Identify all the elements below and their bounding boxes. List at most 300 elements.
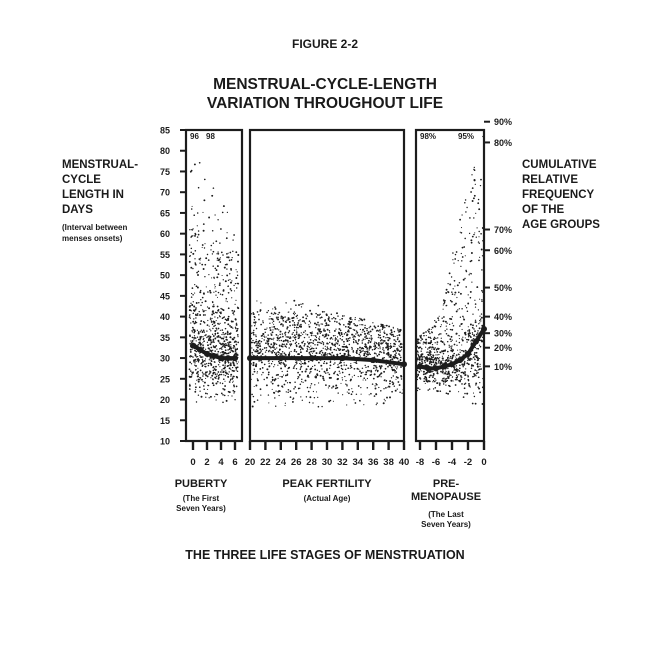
- scatter-point: [358, 339, 360, 341]
- scatter-point: [334, 362, 335, 363]
- y-tick-label: 75: [159, 166, 170, 177]
- scatter-point: [333, 364, 334, 365]
- scatter-point: [227, 232, 228, 233]
- scatter-point: [221, 369, 222, 370]
- scatter-point: [228, 280, 229, 281]
- scatter-point: [372, 383, 374, 385]
- scatter-point: [355, 317, 356, 318]
- scatter-point: [215, 333, 217, 335]
- scatter-point: [391, 346, 392, 347]
- scatter-point: [291, 317, 293, 319]
- scatter-point: [438, 354, 439, 355]
- scatter-point: [209, 335, 210, 336]
- scatter-point: [299, 363, 300, 364]
- scatter-point: [364, 339, 365, 340]
- scatter-point: [396, 377, 397, 378]
- scatter-point: [228, 253, 229, 254]
- scatter-point: [347, 367, 349, 369]
- scatter-point: [204, 314, 205, 315]
- scatter-point: [207, 254, 208, 255]
- scatter-point: [194, 391, 196, 393]
- scatter-point: [209, 397, 210, 398]
- scatter-point: [190, 252, 192, 254]
- scatter-point: [237, 342, 239, 344]
- scatter-point: [229, 381, 231, 383]
- scatter-point: [207, 320, 208, 321]
- scatter-point: [344, 333, 345, 334]
- scatter-point: [364, 327, 366, 329]
- scatter-point: [445, 349, 446, 350]
- scatter-point: [315, 375, 316, 376]
- scatter-point: [220, 352, 221, 353]
- scatter-point: [443, 383, 444, 384]
- scatter-point: [322, 334, 324, 336]
- scatter-point: [386, 344, 387, 345]
- scatter-point: [350, 365, 352, 367]
- scatter-point: [238, 361, 239, 362]
- scatter-point: [443, 303, 445, 305]
- scatter-point: [440, 326, 441, 327]
- scatter-point: [387, 339, 389, 341]
- y-tick-label: 40: [159, 312, 170, 323]
- scatter-point: [479, 322, 480, 323]
- scatter-point: [452, 259, 453, 260]
- scatter-point: [277, 328, 278, 329]
- scatter-point: [433, 356, 434, 357]
- scatter-point: [275, 308, 277, 310]
- scatter-point: [210, 347, 212, 349]
- median-point: [433, 365, 439, 371]
- scatter-point: [426, 380, 428, 382]
- scatter-point: [449, 346, 450, 347]
- scatter-point: [214, 287, 215, 288]
- scatter-point: [338, 328, 340, 330]
- scatter-point: [360, 387, 361, 388]
- scatter-point: [333, 317, 335, 319]
- scatter-point: [214, 396, 215, 397]
- scatter-point: [273, 347, 275, 349]
- scatter-point: [281, 323, 283, 325]
- scatter-point: [312, 333, 313, 334]
- scatter-point: [289, 352, 290, 353]
- scatter-point: [479, 327, 481, 329]
- scatter-point: [233, 364, 234, 365]
- scatter-point: [465, 199, 466, 200]
- scatter-point: [280, 317, 282, 319]
- scatter-point: [481, 249, 483, 251]
- scatter-point: [224, 395, 226, 397]
- scatter-point: [209, 337, 211, 339]
- scatter-point: [326, 349, 327, 350]
- scatter-point: [360, 350, 361, 351]
- scatter-point: [301, 332, 302, 333]
- scatter-point: [198, 302, 199, 303]
- scatter-point: [274, 343, 276, 345]
- scatter-point: [303, 363, 305, 365]
- scatter-point: [207, 393, 208, 394]
- scatter-point: [451, 291, 453, 293]
- scatter-point: [223, 334, 225, 336]
- scatter-point: [453, 353, 454, 354]
- scatter-point: [365, 367, 366, 368]
- scatter-point: [332, 339, 333, 340]
- scatter-point: [201, 302, 203, 304]
- scatter-point: [443, 353, 444, 354]
- scatter-point: [423, 380, 425, 382]
- scatter-point: [265, 332, 266, 333]
- scatter-point: [385, 380, 387, 382]
- scatter-point: [213, 313, 215, 315]
- scatter-point: [333, 349, 334, 350]
- scatter-point: [199, 386, 201, 388]
- scatter-point: [329, 342, 330, 343]
- scatter-point: [289, 382, 290, 383]
- scatter-point: [419, 342, 420, 343]
- scatter-point: [325, 384, 327, 386]
- scatter-point: [364, 325, 365, 326]
- scatter-point: [340, 353, 341, 354]
- scatter-point: [345, 326, 347, 328]
- scatter-point: [212, 324, 213, 325]
- scatter-point: [314, 384, 315, 385]
- scatter-point: [447, 335, 449, 337]
- scatter-point: [269, 365, 271, 367]
- scatter-point: [217, 251, 218, 252]
- scatter-point: [420, 340, 421, 341]
- scatter-point: [190, 351, 192, 353]
- scatter-point: [341, 318, 343, 320]
- scatter-point: [467, 311, 469, 313]
- scatter-point: [225, 328, 227, 330]
- scatter-point: [273, 392, 275, 394]
- scatter-point: [345, 369, 347, 371]
- scatter-point: [429, 350, 431, 352]
- scatter-point: [195, 264, 196, 265]
- scatter-point: [447, 371, 449, 373]
- scatter-point: [330, 377, 332, 379]
- scatter-point: [374, 344, 376, 346]
- scatter-point: [287, 340, 288, 341]
- scatter-point: [325, 333, 327, 335]
- scatter-point: [215, 268, 217, 270]
- scatter-point: [293, 300, 295, 302]
- scatter-point: [449, 360, 450, 361]
- scatter-point: [474, 169, 476, 171]
- scatter-point: [400, 343, 402, 345]
- scatter-point: [480, 364, 481, 365]
- scatter-point: [236, 352, 237, 353]
- scatter-point: [202, 364, 204, 366]
- scatter-point: [217, 258, 219, 260]
- scatter-point: [257, 373, 258, 374]
- scatter-point: [272, 389, 273, 390]
- scatter-point: [480, 179, 482, 181]
- scatter-point: [374, 385, 375, 386]
- scatter-point: [305, 333, 306, 334]
- scatter-point: [365, 335, 367, 337]
- scatter-point: [228, 365, 229, 366]
- scatter-point: [199, 342, 201, 344]
- scatter-point: [478, 348, 479, 349]
- scatter-point: [220, 323, 221, 324]
- scatter-point: [366, 353, 367, 354]
- scatter-point: [479, 320, 480, 321]
- scatter-point: [229, 279, 230, 280]
- scatter-point: [458, 374, 459, 375]
- scatter-point: [329, 330, 330, 331]
- scatter-point: [399, 391, 401, 393]
- scatter-point: [233, 337, 235, 339]
- scatter-point: [229, 273, 230, 274]
- scatter-point: [192, 268, 193, 269]
- scatter-point: [431, 364, 432, 365]
- scatter-point: [317, 333, 318, 334]
- scatter-point: [450, 329, 451, 330]
- scatter-point: [426, 377, 427, 378]
- x-tick-label: 4: [218, 457, 224, 468]
- scatter-point: [202, 375, 204, 377]
- scatter-point: [456, 354, 458, 356]
- scatter-point: [296, 331, 298, 333]
- scatter-point: [439, 382, 440, 383]
- y-tick-label: 35: [159, 332, 170, 343]
- scatter-point: [200, 370, 202, 372]
- scatter-point: [389, 338, 391, 340]
- scatter-point: [301, 306, 302, 307]
- scatter-point: [347, 392, 348, 393]
- y-axis-label-line: MENSTRUAL-: [62, 159, 139, 171]
- scatter-point: [283, 375, 284, 376]
- scatter-point: [335, 385, 337, 387]
- right-axis-tick-label: 80%: [494, 137, 513, 148]
- scatter-point: [365, 344, 367, 346]
- scatter-point: [223, 205, 225, 207]
- scatter-point: [440, 371, 442, 373]
- scatter-point: [301, 361, 302, 362]
- scatter-point: [449, 375, 451, 377]
- scatter-point: [225, 370, 226, 371]
- scatter-point: [302, 334, 303, 335]
- scatter-point: [290, 396, 292, 398]
- scatter-point: [202, 247, 203, 248]
- scatter-point: [317, 329, 319, 331]
- scatter-point: [294, 386, 296, 388]
- scatter-point: [299, 326, 301, 328]
- y-tick-label: 15: [159, 415, 170, 426]
- scatter-point: [457, 369, 458, 370]
- scatter-point: [393, 382, 394, 383]
- scatter-point: [351, 393, 353, 395]
- scatter-point: [383, 388, 384, 389]
- scatter-point: [348, 326, 350, 328]
- scatter-point: [440, 390, 442, 392]
- scatter-point: [423, 335, 425, 337]
- scatter-point: [277, 319, 279, 321]
- scatter-point: [277, 314, 278, 315]
- scatter-point: [432, 361, 434, 363]
- scatter-point: [266, 347, 268, 349]
- median-point: [457, 357, 463, 363]
- scatter-point: [216, 399, 217, 400]
- scatter-point: [302, 316, 304, 318]
- scatter-point: [477, 386, 479, 388]
- scatter-point: [209, 359, 210, 360]
- scatter-point: [471, 260, 473, 262]
- scatter-point: [437, 337, 438, 338]
- scatter-point: [367, 387, 369, 389]
- scatter-point: [202, 359, 203, 360]
- scatter-point: [226, 298, 228, 300]
- scatter-point: [479, 243, 480, 244]
- scatter-point: [388, 325, 390, 327]
- scatter-point: [363, 404, 364, 405]
- scatter-point: [226, 268, 227, 269]
- scatter-point: [449, 284, 451, 286]
- scatter-point: [258, 341, 259, 342]
- scatter-point: [464, 361, 466, 363]
- scatter-point: [350, 368, 351, 369]
- scatter-point: [273, 366, 274, 367]
- scatter-point: [278, 361, 280, 363]
- scatter-point: [329, 348, 331, 350]
- scatter-point: [432, 344, 433, 345]
- scatter-point: [253, 330, 254, 331]
- scatter-point: [237, 283, 239, 285]
- x-tick-label: -4: [447, 457, 457, 468]
- scatter-point: [382, 349, 383, 350]
- scatter-point: [319, 336, 320, 337]
- scatter-point: [345, 384, 346, 385]
- scatter-point: [447, 393, 449, 395]
- scatter-point: [473, 234, 474, 235]
- scatter-point: [207, 306, 208, 307]
- scatter-point: [370, 330, 372, 332]
- scatter-point: [342, 336, 343, 337]
- scatter-point: [292, 324, 293, 325]
- scatter-point: [208, 274, 209, 275]
- scatter-point: [253, 349, 254, 350]
- scatter-point: [400, 376, 402, 378]
- scatter-point: [374, 395, 376, 397]
- scatter-point: [471, 174, 472, 175]
- scatter-point: [347, 349, 349, 351]
- scatter-point: [337, 336, 338, 337]
- scatter-point: [476, 325, 477, 326]
- scatter-point: [282, 343, 284, 345]
- scatter-point: [480, 346, 482, 348]
- scatter-point: [202, 297, 204, 299]
- scatter-point: [203, 329, 205, 331]
- scatter-point: [393, 339, 395, 341]
- scatter-point: [320, 333, 321, 334]
- scatter-point: [295, 364, 296, 365]
- scatter-point: [321, 406, 322, 407]
- scatter-point: [452, 252, 454, 254]
- scatter-point: [352, 336, 353, 337]
- scatter-point: [429, 361, 431, 363]
- scatter-point: [470, 291, 472, 293]
- scatter-point: [284, 316, 286, 318]
- scatter-point: [323, 379, 325, 381]
- scatter-point: [194, 233, 196, 235]
- scatter-point: [461, 323, 462, 324]
- scatter-point: [272, 327, 273, 328]
- scatter-point: [228, 256, 230, 258]
- scatter-point: [339, 371, 340, 372]
- scatter-point: [194, 365, 195, 366]
- scatter-point: [331, 387, 333, 389]
- scatter-point: [237, 363, 238, 364]
- scatter-point: [292, 320, 294, 322]
- scatter-point: [232, 257, 233, 258]
- scatter-point: [285, 375, 287, 377]
- scatter-point: [298, 343, 299, 344]
- scatter-point: [202, 356, 203, 357]
- scatter-point: [201, 396, 203, 398]
- scatter-point: [262, 349, 263, 350]
- scatter-point: [348, 389, 350, 391]
- scatter-point: [423, 371, 425, 373]
- scatter-point: [319, 317, 321, 319]
- scatter-point: [327, 353, 328, 354]
- scatter-point: [230, 288, 232, 290]
- scatter-point: [251, 325, 252, 326]
- scatter-point: [198, 374, 199, 375]
- scatter-point: [451, 358, 453, 360]
- scatter-point: [338, 348, 339, 349]
- scatter-point: [271, 338, 273, 340]
- scatter-point: [375, 388, 377, 390]
- scatter-point: [232, 347, 234, 349]
- scatter-point: [274, 397, 275, 398]
- scatter-point: [331, 318, 333, 320]
- scatter-point: [444, 372, 446, 374]
- scatter-point: [194, 329, 195, 330]
- scatter-point: [200, 323, 202, 325]
- scatter-point: [458, 260, 459, 261]
- scatter-point: [268, 310, 269, 311]
- scatter-point: [270, 329, 272, 331]
- scatter-point: [262, 333, 264, 335]
- scatter-point: [257, 311, 259, 313]
- scatter-point: [353, 323, 355, 325]
- scatter-point: [314, 376, 316, 378]
- scatter-point: [264, 364, 266, 366]
- scatter-point: [221, 349, 222, 350]
- x-tick-label: -8: [415, 457, 425, 468]
- scatter-point: [217, 381, 219, 383]
- scatter-point: [280, 363, 281, 364]
- scatter-point: [280, 362, 282, 364]
- scatter-point: [479, 257, 480, 258]
- scatter-point: [229, 351, 231, 353]
- scatter-point: [202, 309, 203, 310]
- scatter-point: [193, 214, 195, 216]
- scatter-point: [465, 305, 466, 306]
- scatter-point: [313, 391, 314, 392]
- scatter-point: [236, 386, 238, 388]
- scatter-point: [230, 374, 232, 376]
- scatter-point: [326, 362, 328, 364]
- scatter-point: [277, 317, 279, 319]
- scatter-point: [212, 341, 214, 343]
- figure-label: FIGURE 2-2: [291, 37, 358, 51]
- scatter-point: [324, 371, 326, 373]
- scatter-point: [428, 331, 430, 333]
- scatter-point: [278, 395, 279, 396]
- scatter-point: [399, 346, 400, 347]
- scatter-point: [197, 358, 199, 360]
